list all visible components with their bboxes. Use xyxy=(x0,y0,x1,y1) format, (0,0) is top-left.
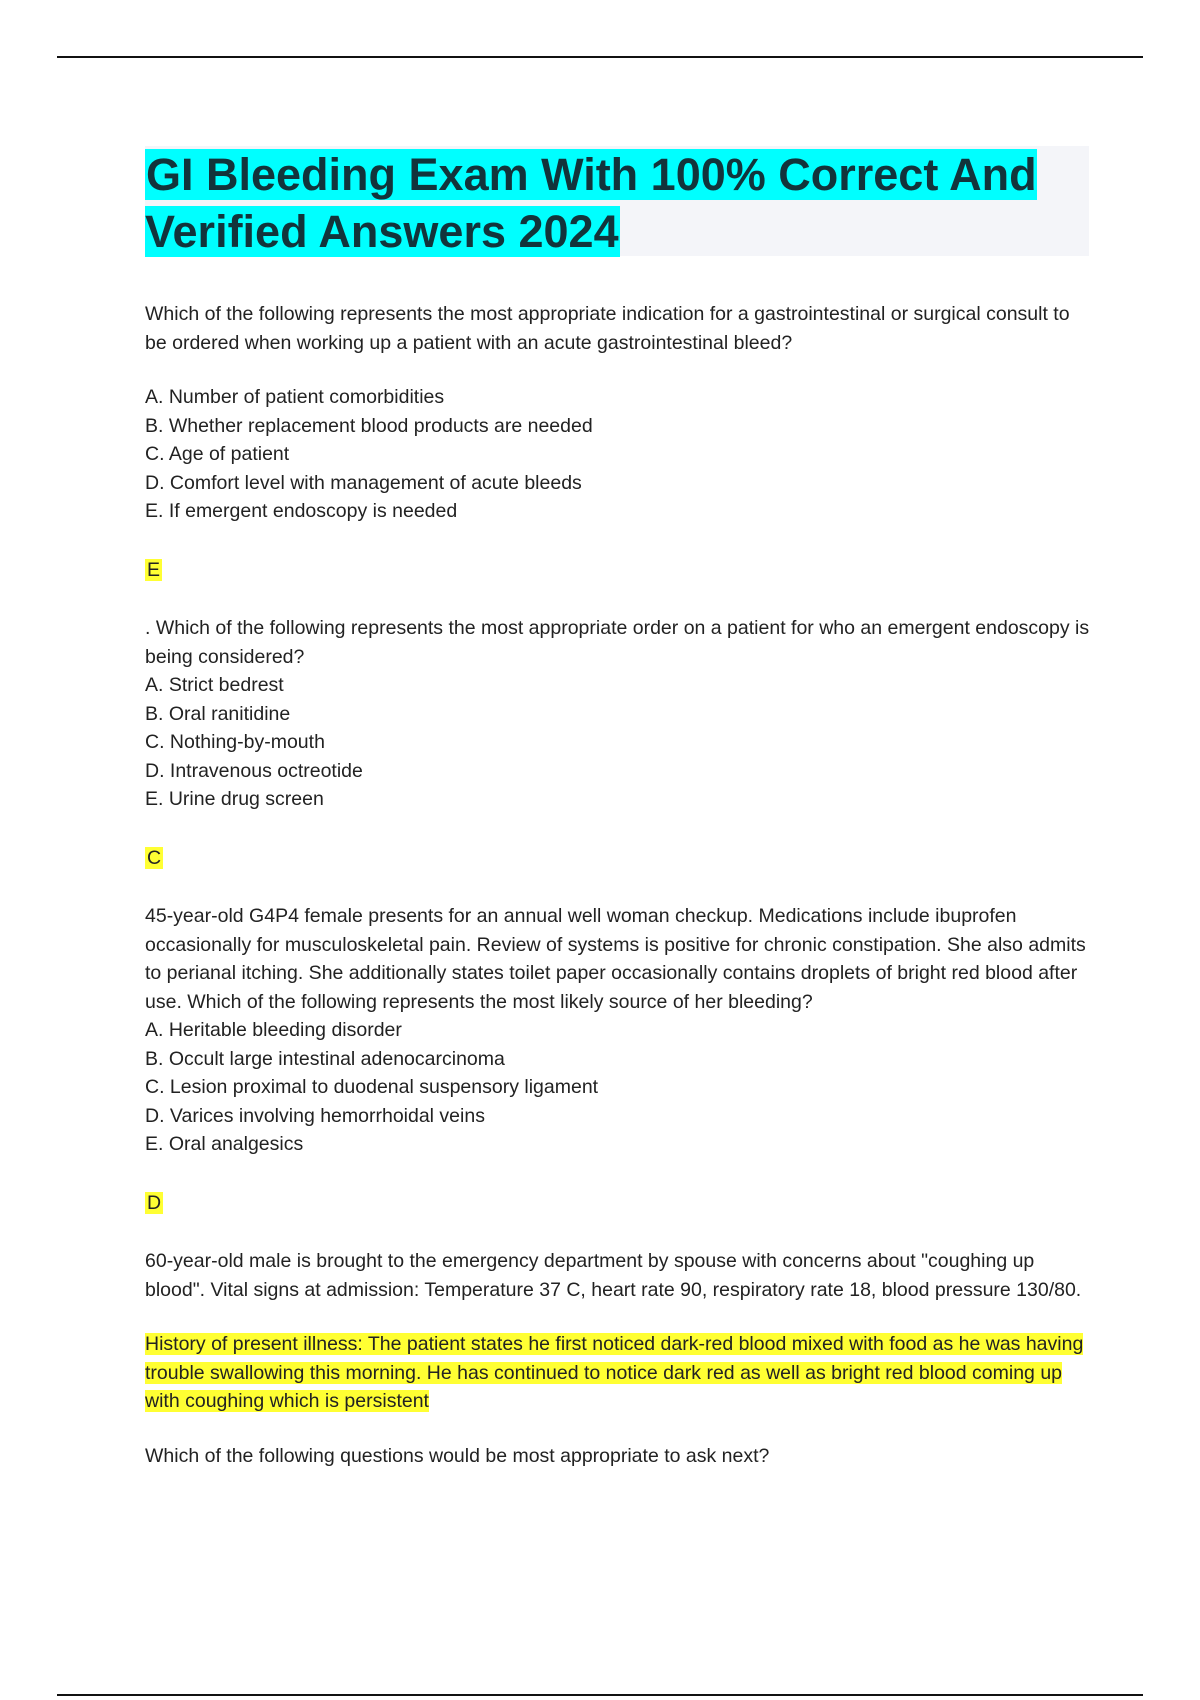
option-d: D. Intravenous octreotide xyxy=(145,759,363,782)
option-b: B. Oral ranitidine xyxy=(145,702,291,725)
history-highlight: History of present illness: The patient states he first noticed dark-red blood mixed with food as he was having trouble swallowing this morning. He has continued to notice dark red as well as bright red blood coming up with coughing which is persistent xyxy=(145,1333,1084,1412)
answer-key: C xyxy=(147,846,162,869)
question-1 xyxy=(145,300,1090,584)
option-c: C. Lesion proximal to duodenal suspensory ligament xyxy=(145,1076,599,1098)
option-e: E. Oral analgesics xyxy=(145,1133,304,1155)
question-stem: 60-year-old male is brought to the emergency department by spouse with concerns about "coughing up blood". Vital signs at admission: Temperature 37 C, heart rate 90, respiratory rate 18, blood pressure 130/80. xyxy=(145,1250,1082,1301)
question-stem: 45-year-old G4P4 female presents for an annual well woman checkup. Medications include ibuprofen occasionally for musculoskeletal pain. Review of systems is positive for chronic constipation. She also admits to perianal itching. She additionally states toilet paper occasionally contains droplets of bright red blood after use. Which of the following represents the most likely source of her bleeding? xyxy=(145,905,1086,1013)
question-2 xyxy=(145,614,1090,872)
option-d: D. Varices involving hemorrhoidal veins xyxy=(145,1104,485,1127)
followup-question: Which of the following questions would be most appropriate to ask next? xyxy=(145,1444,770,1467)
title-block xyxy=(145,146,1089,256)
header-rule xyxy=(57,56,1143,58)
footer-rule xyxy=(57,1694,1143,1696)
answer-key: D xyxy=(147,1191,162,1214)
option-d: D. Comfort level with management of acute bleeds xyxy=(145,471,582,494)
option-c: C. Nothing-by-mouth xyxy=(145,731,325,753)
option-a: A. Strict bedrest xyxy=(145,674,284,696)
question-3 xyxy=(145,902,1090,1217)
option-e: E. Urine drug screen xyxy=(145,788,324,810)
document-body xyxy=(145,300,1090,1470)
option-e: E. If emergent endoscopy is needed xyxy=(145,500,458,522)
option-a: A. Heritable bleeding disorder xyxy=(145,1019,402,1041)
question-4 xyxy=(145,1247,1090,1470)
answer-key: E xyxy=(147,558,161,581)
page-title: GI Bleeding Exam With 100% Correct And Verified Answers 2024 xyxy=(145,149,1037,257)
option-a: A. Number of patient comorbidities xyxy=(145,386,445,408)
question-stem: Which of the following represents the most appropriate indication for a gastrointestinal or surgical consult to be ordered when working up a patient with an acute gastrointestinal bleed? xyxy=(145,303,1070,354)
option-b: B. Occult large intestinal adenocarcinoma xyxy=(145,1047,505,1070)
question-stem: . Which of the following represents the most appropriate order on a patient for who an emergent endoscopy is being considered? xyxy=(145,617,1090,668)
option-b: B. Whether replacement blood products are needed xyxy=(145,414,593,437)
option-c: C. Age of patient xyxy=(145,443,290,465)
